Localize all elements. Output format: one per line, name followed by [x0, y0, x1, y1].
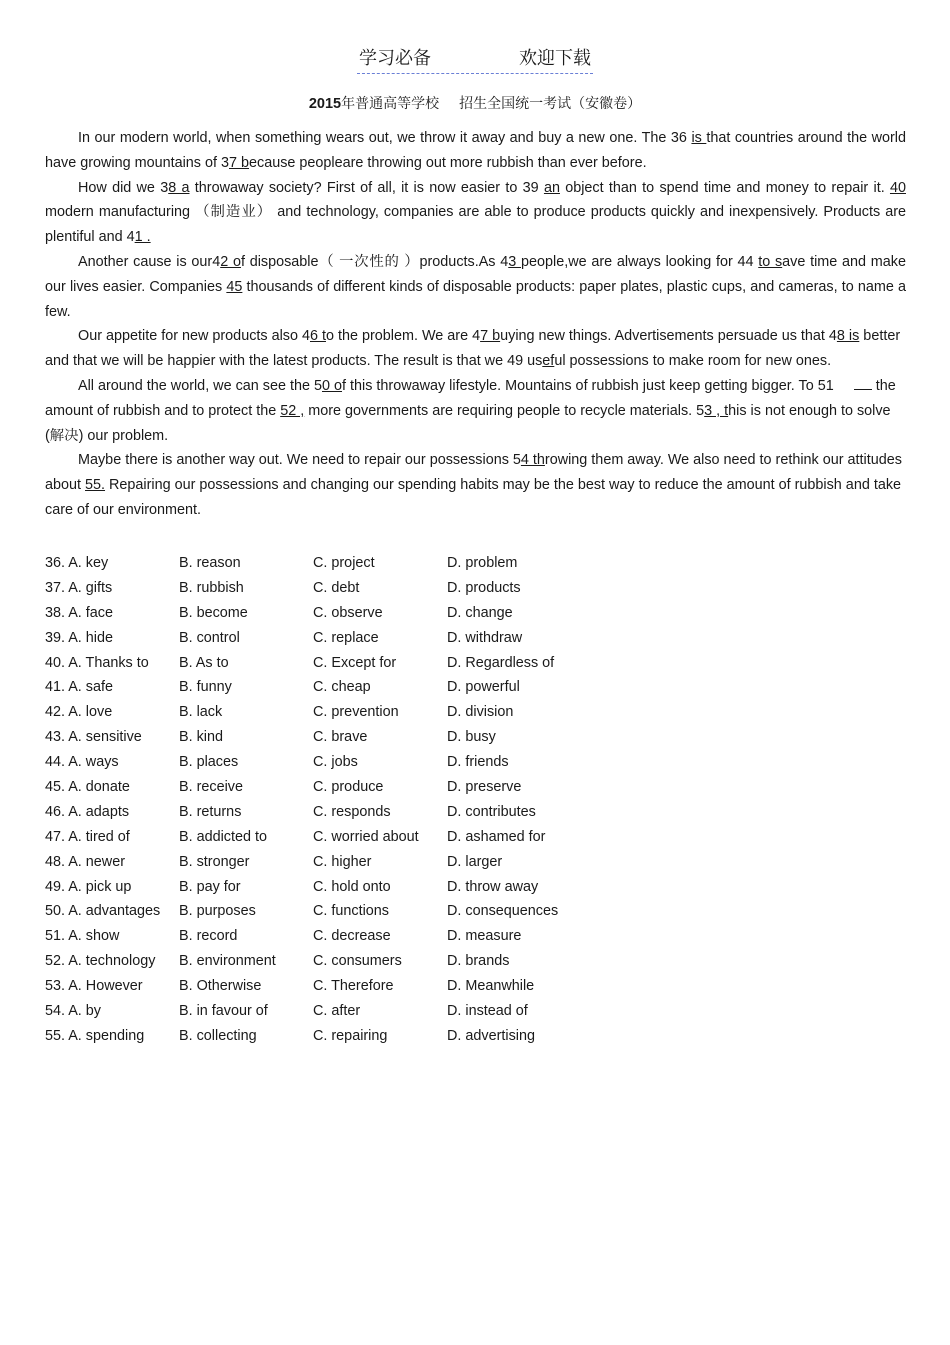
- option-choice: C. replace: [313, 629, 379, 646]
- option-choice: B. kind: [179, 729, 223, 746]
- option-choice: 55. A. spending: [45, 1027, 145, 1044]
- option-choice: 43. A. sensitive: [45, 729, 142, 746]
- option-choice: B. returns: [179, 803, 242, 820]
- option-choice: C. worried about: [313, 828, 419, 845]
- option-choice: D. withdraw: [447, 629, 523, 646]
- option-choice: 50. A. advantages: [45, 903, 161, 920]
- exam-title: [0, 93, 950, 113]
- paragraph-5: All around the world, we can see the 50 of this throwaway lifestyle. Mountains of rubbish just keep getting bigger. To 51 the amount of rubbish and to protect the 52 , more governments are requiring people to recycle materials. 53 , this is not enough to solve (解决) our problem.: [45, 377, 896, 444]
- option-choice: C. observe: [313, 604, 383, 621]
- option-choice: D. throw away: [447, 878, 539, 895]
- option-choice: 40. A. Thanks to: [45, 654, 149, 671]
- option-choice: 47. A. tired of: [45, 828, 130, 845]
- header-right-text: 欢迎下载: [519, 48, 591, 69]
- exam-title-main: 年普通高等学校: [341, 96, 440, 112]
- paragraph-3: Another cause is our42 of disposable（ 一次性的 ）products.As 43 people,we are always looking for 44 to save time and make our lives easier. Companies 45 thousands of different kinds of disposable products: paper plates, plastic cups, and cameras, to name a few.: [45, 253, 906, 320]
- option-choice: D. ashamed for: [447, 828, 546, 845]
- paragraph-1: In our modern world, when something wears out, we throw it away and buy a new one. The 36 is that countries around the world have growing mountains of 37 because peopleare throwing out more rubbish than ever before.: [45, 130, 906, 171]
- option-choice: D. Regardless of: [447, 654, 555, 671]
- option-choice: D. friends: [447, 754, 509, 771]
- option-choice: B. environment: [179, 953, 276, 970]
- option-choice: D. division: [447, 704, 514, 721]
- option-choice: 46. A. adapts: [45, 803, 130, 820]
- option-choice: B. places: [179, 754, 239, 771]
- option-choice: 44. A. ways: [45, 754, 119, 771]
- option-choice: 41. A. safe: [45, 679, 114, 696]
- option-choice: C. brave: [313, 729, 368, 746]
- option-choice: B. reason: [179, 555, 241, 571]
- option-choice: D. consequences: [447, 903, 559, 920]
- option-choice: C. produce: [313, 779, 384, 796]
- header-banner: [357, 44, 593, 74]
- option-choice: B. addicted to: [179, 828, 268, 845]
- option-choice: 52. A. technology: [45, 953, 156, 970]
- option-choice: D. Meanwhile: [447, 978, 535, 995]
- option-choice: B. stronger: [179, 853, 250, 870]
- option-choice: C. repairing: [313, 1027, 388, 1044]
- header-left-text: 学习必备: [359, 48, 431, 69]
- option-choice: C. project: [313, 555, 375, 571]
- option-choice: B. As to: [179, 654, 229, 671]
- option-choice: D. contributes: [447, 803, 536, 820]
- option-choice: D. powerful: [447, 679, 520, 696]
- option-choice: B. rubbish: [179, 579, 244, 596]
- option-choice: C. functions: [313, 903, 389, 920]
- option-choice: B. receive: [179, 779, 243, 796]
- option-choice: 48. A. newer: [45, 853, 125, 870]
- option-choice: D. instead of: [447, 1003, 528, 1020]
- option-choice: C. Except for: [313, 654, 397, 671]
- option-choice: B. become: [179, 604, 248, 621]
- option-choice: B. pay for: [179, 878, 241, 895]
- option-choice: D. change: [447, 604, 513, 621]
- option-choice: B. funny: [179, 679, 232, 696]
- cloze-passage: [45, 126, 906, 523]
- option-choice: C. consumers: [313, 953, 402, 970]
- option-choice: D. brands: [447, 953, 510, 970]
- option-choice: C. decrease: [313, 928, 391, 945]
- option-choice: C. hold onto: [313, 878, 391, 895]
- blank-51-line: [854, 377, 872, 390]
- option-choice: B. in favour of: [179, 1003, 268, 1020]
- option-choice: C. after: [313, 1003, 361, 1020]
- page-header: [0, 44, 950, 74]
- option-choice: C. higher: [313, 853, 372, 870]
- exam-title-rest: 招生全国统一考试（安徽卷）: [459, 96, 642, 112]
- option-choice: C. responds: [313, 803, 391, 820]
- paragraph-2: How did we 38 a throwaway society? First of all, it is now easier to 39 an object than to spend time and money to repair it. 40 modern manufacturing （制造业） and technology, companies are able to produce products quickly and inexpensively. Products are plentiful and 41 .: [45, 179, 906, 246]
- option-choice: B. Otherwise: [179, 978, 262, 995]
- option-choice: B. control: [179, 629, 240, 646]
- option-choice: 39. A. hide: [45, 629, 114, 646]
- option-choice: 51. A. show: [45, 928, 120, 945]
- option-choice: B. record: [179, 928, 238, 945]
- option-choice: B. lack: [179, 704, 223, 721]
- option-choice: C. cheap: [313, 679, 371, 696]
- option-choice: D. measure: [447, 928, 522, 945]
- option-choice: 53. A. However: [45, 978, 143, 995]
- option-choice: 54. A. by: [45, 1003, 102, 1020]
- exam-year: 2015: [308, 96, 342, 112]
- option-choice: C. debt: [313, 579, 360, 596]
- option-choice: D. preserve: [447, 779, 522, 796]
- option-choice: 37. A. gifts: [45, 579, 113, 596]
- option-choice: D. problem: [447, 555, 518, 571]
- option-choice: 45. A. donate: [45, 779, 130, 796]
- option-choice: C. prevention: [313, 704, 399, 721]
- option-choice: 36. A. key: [45, 555, 109, 571]
- option-choice: 38. A. face: [45, 604, 114, 621]
- option-choice: B. purposes: [179, 903, 256, 920]
- option-choice: D. advertising: [447, 1027, 535, 1044]
- option-choice: C. jobs: [313, 754, 358, 771]
- option-choice: C. Therefore: [313, 978, 394, 995]
- paragraph-6: Maybe there is another way out. We need to repair our possessions 54 throwing them away. We also need to rethink our attitudes about 55. Repairing our possessions and changing our spending habits may be the best way to reduce the amount of rubbish and take care of our environment.: [45, 452, 902, 518]
- option-choice: D. products: [447, 579, 521, 596]
- option-choice: B. collecting: [179, 1027, 257, 1044]
- option-choice: D. busy: [447, 729, 496, 746]
- option-choice: D. larger: [447, 853, 503, 870]
- paragraph-4: Our appetite for new products also 46 to the problem. We are 47 buying new things. Advertisements persuade us that 48 is better and that we will be happier with the latest products. The result is that we 49 useful possessions to make room for new ones.: [45, 328, 901, 370]
- option-choice: 42. A. love: [45, 704, 113, 721]
- option-choice: 49. A. pick up: [45, 878, 132, 895]
